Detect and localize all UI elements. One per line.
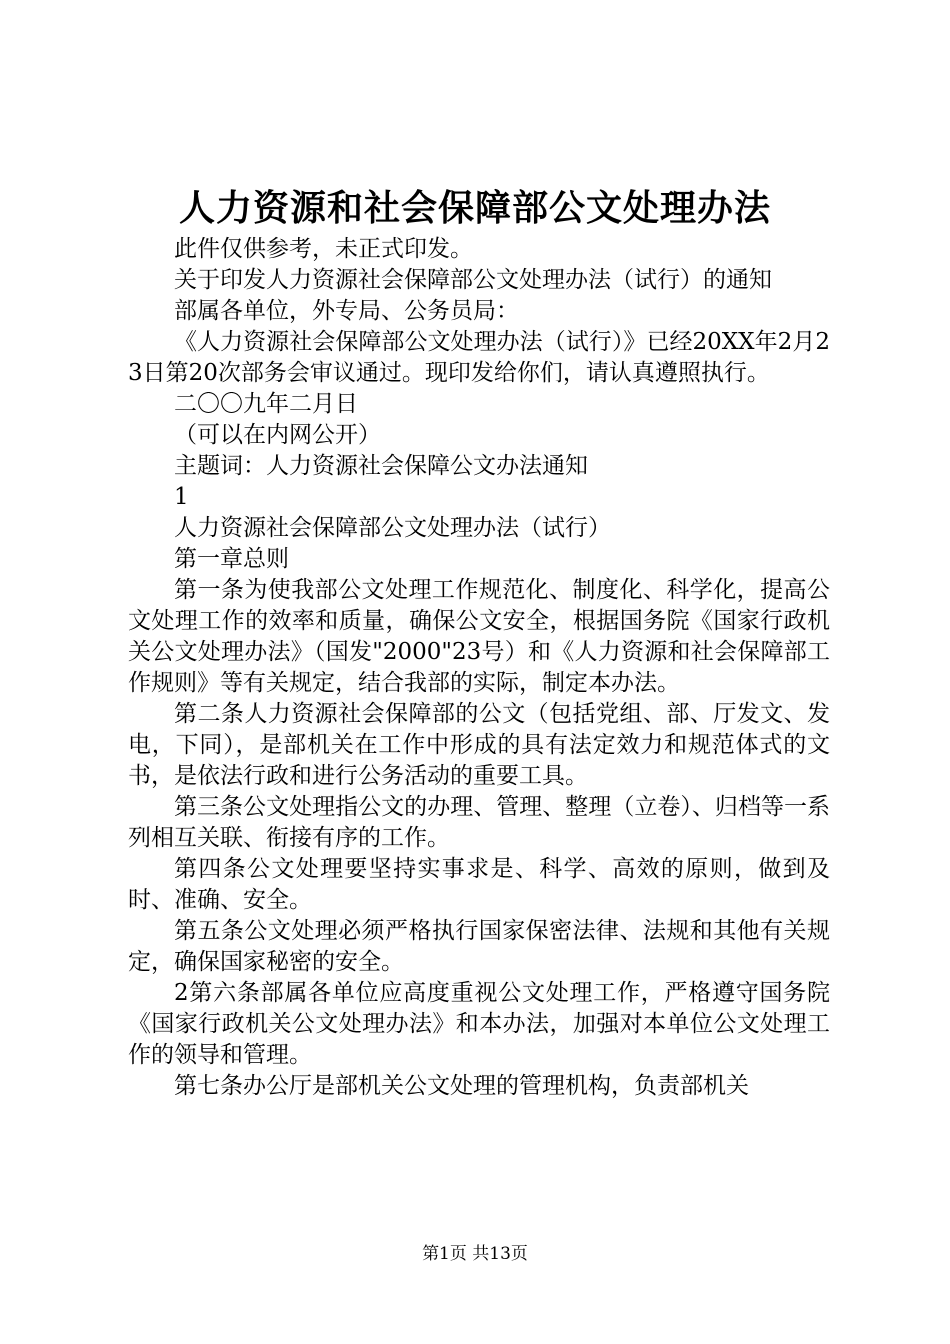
paragraph-article-1: 第一条为使我部公文处理工作规范化、制度化、科学化，提高公文处理工作的效率和质量，确保公文安全，根据国务院《国家行政机关公文处理办法》（国发"2000"23号）和《人力资源和社会保障部工作规则》等有关规定，结合我部的实际，制定本办法。 — [128, 577, 830, 696]
paragraph-disclosure: （可以在内网公开） — [174, 422, 381, 448]
paragraph-date: 二〇〇九年二月日 — [174, 391, 358, 417]
paragraph-article-4: 第四条公文处理要坚持实事求是、科学、高效的原则，做到及时、准确、安全。 — [128, 856, 830, 913]
paragraph-article-6: 2第六条部属各单位应高度重视公文处理工作，严格遵守国务院《国家行政机关公文处理办法》和本办法，加强对本单位公文处理工作的领导和管理。 — [128, 980, 830, 1068]
document-body — [128, 234, 830, 1102]
paragraph-circular-title: 关于印发人力资源社会保障部公文处理办法（试行）的通知 — [174, 267, 772, 293]
paragraph-article-5: 第五条公文处理必须严格执行国家保密法律、法规和其他有关规定，确保国家秘密的安全。 — [128, 918, 830, 975]
document-title: 人力资源和社会保障部公文处理办法 — [178, 187, 771, 229]
paragraph-article-3: 第三条公文处理指公文的办理、管理、整理（立卷）、归档等一系列相互关联、衔接有序的工作。 — [128, 794, 830, 851]
paragraph-addressees: 部属各单位，外专局、公务员局： — [174, 298, 519, 324]
paragraph-page-mark-1: 1 — [174, 484, 189, 510]
paragraph-notice: 此件仅供参考，未正式印发。 — [174, 236, 473, 262]
page-footer: 第1页 共13页 — [422, 1244, 528, 1264]
paragraph-measures-title: 人力资源社会保障部公文处理办法（试行） — [174, 515, 611, 541]
paragraph-chapter-1: 第一章总则 — [174, 546, 289, 572]
paragraph-article-2: 第二条人力资源社会保障部的公文（包括党组、部、厅发文、发电，下同），是部机关在工作中形成的具有法定效力和规范体式的文书，是依法行政和进行公务活动的重要工具。 — [128, 701, 830, 789]
paragraph-keywords: 主题词：人力资源社会保障公文办法通知 — [174, 453, 588, 479]
paragraph-approval: 《人力资源社会保障部公文处理办法（试行）》已经20XX年2月23日第20次部务会审议通过。现印发给你们，请认真遵照执行。 — [128, 329, 830, 386]
paragraph-article-7: 第七条办公厅是部机关公文处理的管理机构，负责部机关 — [174, 1073, 749, 1099]
